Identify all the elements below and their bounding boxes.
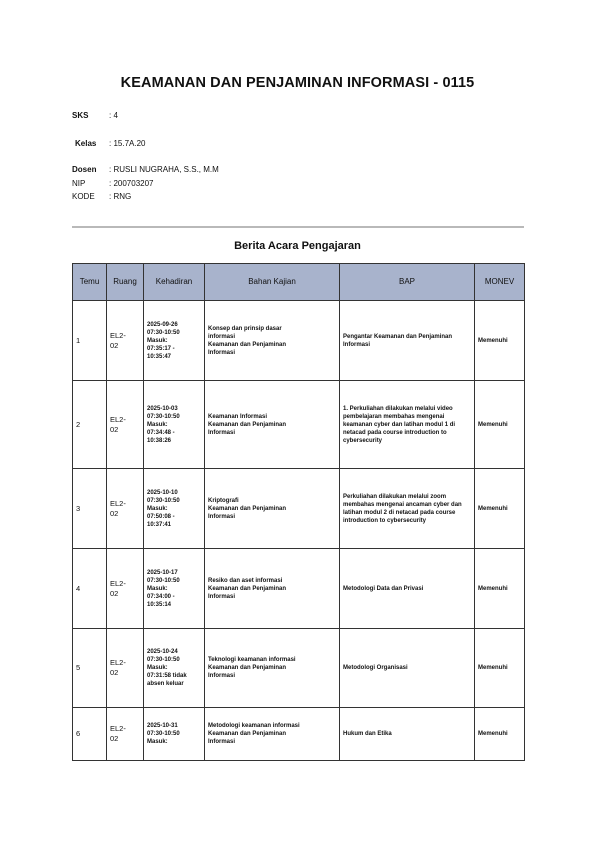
bahan-kajian-line: Informasi <box>208 429 236 436</box>
temu-cell: 6 <box>73 708 107 761</box>
kehadiran-cell <box>144 549 205 629</box>
kehadiran-line: 07:30-10:50 <box>147 413 180 420</box>
bap-text: Metodologi Organisasi <box>343 665 408 671</box>
sks-label: SKS <box>72 111 89 120</box>
bahan-kajian-line: Keamanan dan Penjaminan <box>208 341 287 348</box>
bap-cell <box>340 549 475 629</box>
bahan-kajian-cell <box>205 549 340 629</box>
table-row <box>73 629 525 708</box>
bahan-kajian-line: Resiko dan aset informasi <box>208 577 283 584</box>
bahan-kajian-cell <box>205 381 340 469</box>
kehadiran-cell <box>144 708 205 761</box>
ruang-line: EL2- <box>110 658 126 667</box>
kehadiran-cell <box>144 629 205 708</box>
temu-cell: 4 <box>73 549 107 629</box>
header-bahan-kajian: Bahan Kajian <box>205 264 340 301</box>
ruang-line: 02 <box>110 508 119 518</box>
ruang-cell <box>107 708 144 761</box>
table-row <box>73 301 525 381</box>
bahan-kajian-line: Teknologi keamanan informasi <box>208 657 296 663</box>
ruang-line: EL2- <box>110 414 126 424</box>
kehadiran-line: 07:30-10:50 <box>147 497 180 504</box>
ruang-cell <box>107 469 144 549</box>
bahan-kajian-line: Metodologi keamanan informasi <box>208 723 300 729</box>
ruang-line: 02 <box>110 340 119 350</box>
bap-cell <box>340 708 475 761</box>
bahan-kajian-line: Informasi <box>208 673 236 679</box>
kehadiran-line: Masuk: <box>147 505 168 512</box>
temu-cell: 3 <box>73 469 107 549</box>
kehadiran-line: 2025-10-10 <box>147 489 178 496</box>
section-title: Berita Acara Pengajaran <box>234 240 361 252</box>
bap-text: Perkuliahan dilakukan melalui zoom membahas mengenai ancaman cyber dan latihan modul 2 di netacad pada course introduction to cybersecurity <box>343 493 462 524</box>
kehadiran-line: Masuk: <box>147 337 168 344</box>
kode-value: : RNG <box>109 192 132 201</box>
kehadiran-line: 07:30-10:50 <box>147 731 180 737</box>
kelas-label: Kelas <box>75 139 97 148</box>
kehadiran-line: 10:35:14 <box>147 601 172 608</box>
temu-cell: 5 <box>73 629 107 708</box>
ruang-line: EL2- <box>110 498 126 508</box>
kehadiran-line: 07:35:17 - <box>147 345 175 352</box>
bap-cell <box>340 381 475 469</box>
monev-cell: Memenuhi <box>475 301 525 381</box>
ruang-line: 02 <box>110 424 119 434</box>
kelas-row <box>72 138 145 149</box>
kehadiran-line: 07:34:00 - <box>147 593 175 600</box>
kelas-value: : 15.7A.20 <box>109 139 146 148</box>
kehadiran-line: 2025-10-31 <box>147 723 178 729</box>
ruang-line: EL2- <box>110 724 126 733</box>
bahan-kajian-line: Informasi <box>208 593 236 600</box>
kehadiran-line: 07:34:48 - <box>147 429 175 436</box>
ruang-cell <box>107 549 144 629</box>
kehadiran-line: 2025-10-03 <box>147 405 178 412</box>
header-bap: BAP <box>340 264 475 301</box>
kehadiran-cell <box>144 301 205 381</box>
ruang-cell <box>107 381 144 469</box>
monev-cell: Memenuhi <box>475 381 525 469</box>
bahan-kajian-cell <box>205 708 340 761</box>
kehadiran-line: absen keluar <box>147 681 184 687</box>
monev-cell: Memenuhi <box>475 708 525 761</box>
ruang-cell <box>107 301 144 381</box>
kehadiran-line: 07:30-10:50 <box>147 657 180 663</box>
kehadiran-line: 2025-10-24 <box>147 649 178 655</box>
monev-cell: Memenuhi <box>475 469 525 549</box>
ruang-line: 02 <box>110 668 119 677</box>
kehadiran-line: 07:30-10:50 <box>147 329 180 336</box>
nip-label: NIP <box>72 179 86 188</box>
dosen-label: Dosen <box>72 165 97 174</box>
bahan-kajian-line: Keamanan Informasi <box>208 413 268 420</box>
bahan-kajian-line: informasi <box>208 333 236 340</box>
bap-text: Metodologi Data dan Privasi <box>343 585 424 592</box>
table-header-row <box>73 264 525 301</box>
kehadiran-cell <box>144 469 205 549</box>
kode-row <box>72 191 131 202</box>
bahan-kajian-line: Keamanan dan Penjaminan <box>208 665 287 671</box>
kehadiran-line: Masuk: <box>147 421 168 428</box>
bap-cell <box>340 301 475 381</box>
kehadiran-line: 07:30-10:50 <box>147 577 180 584</box>
header-monev: MONEV <box>475 264 525 301</box>
bahan-kajian-cell <box>205 469 340 549</box>
kehadiran-cell <box>144 381 205 469</box>
kehadiran-line: Masuk: <box>147 665 168 671</box>
document-title: KEAMANAN DAN PENJAMINAN INFORMASI - 0115 <box>120 75 475 91</box>
header-kehadiran: Kehadiran <box>144 264 205 301</box>
ruang-line: EL2- <box>110 578 126 588</box>
monev-cell: Memenuhi <box>475 629 525 708</box>
bahan-kajian-line: Informasi <box>208 349 236 356</box>
bap-cell <box>340 629 475 708</box>
bap-table <box>72 263 525 761</box>
bahan-kajian-line: Kriptografi <box>208 497 239 504</box>
header-temu: Temu <box>73 264 107 301</box>
bap-text: Hukum dan Etika <box>343 731 392 737</box>
temu-cell: 2 <box>73 381 107 469</box>
kehadiran-line: 2025-09-26 <box>147 321 178 328</box>
kehadiran-line: 10:35:47 <box>147 353 172 360</box>
sks-value: : 4 <box>109 111 118 120</box>
kehadiran-line: Masuk: <box>147 739 168 745</box>
kehadiran-line: 10:38:26 <box>147 437 172 444</box>
header-ruang: Ruang <box>107 264 144 301</box>
bahan-kajian-line: Keamanan dan Penjaminan <box>208 505 287 512</box>
kode-label: KODE <box>72 192 95 201</box>
bahan-kajian-line: Informasi <box>208 513 236 520</box>
bahan-kajian-line: Keamanan dan Penjaminan <box>208 421 287 428</box>
bahan-kajian-cell <box>205 629 340 708</box>
sks-row <box>72 110 118 121</box>
bahan-kajian-line: Keamanan dan Penjaminan <box>208 585 287 592</box>
dosen-row <box>72 164 219 175</box>
bap-cell <box>340 469 475 549</box>
bap-text: 1. Perkuliahan dilakukan melalui video pembelajaran membahas mengenai keamanan cyber dan latihan modul 1 di netacad pada course introduction to cybersecurity <box>343 405 456 444</box>
divider <box>72 226 524 228</box>
dosen-value: : RUSLI NUGRAHA, S.S., M.M <box>109 165 219 174</box>
table-row <box>73 708 525 761</box>
monev-cell: Memenuhi <box>475 549 525 629</box>
bap-text: Pengantar Keamanan dan Penjaminan Informasi <box>343 333 453 348</box>
table-row <box>73 381 525 469</box>
kehadiran-line: Masuk: <box>147 585 168 592</box>
nip-value: : 200703207 <box>109 179 154 188</box>
ruang-cell <box>107 629 144 708</box>
kehadiran-line: 2025-10-17 <box>147 569 178 576</box>
bahan-kajian-cell <box>205 301 340 381</box>
bahan-kajian-line: Informasi <box>208 739 236 745</box>
table-row <box>73 549 525 629</box>
ruang-line: 02 <box>110 734 119 743</box>
temu-cell: 1 <box>73 301 107 381</box>
bahan-kajian-line: Konsep dan prinsip dasar <box>208 325 282 332</box>
table-row <box>73 469 525 549</box>
kehadiran-line: 07:50:08 - <box>147 513 175 520</box>
ruang-line: EL2- <box>110 330 126 340</box>
bahan-kajian-line: Keamanan dan Penjaminan <box>208 731 287 737</box>
kehadiran-line: 10:37:41 <box>147 521 172 528</box>
nip-row <box>72 178 154 189</box>
kehadiran-line: 07:31:58 tidak <box>147 673 187 679</box>
ruang-line: 02 <box>110 588 119 598</box>
